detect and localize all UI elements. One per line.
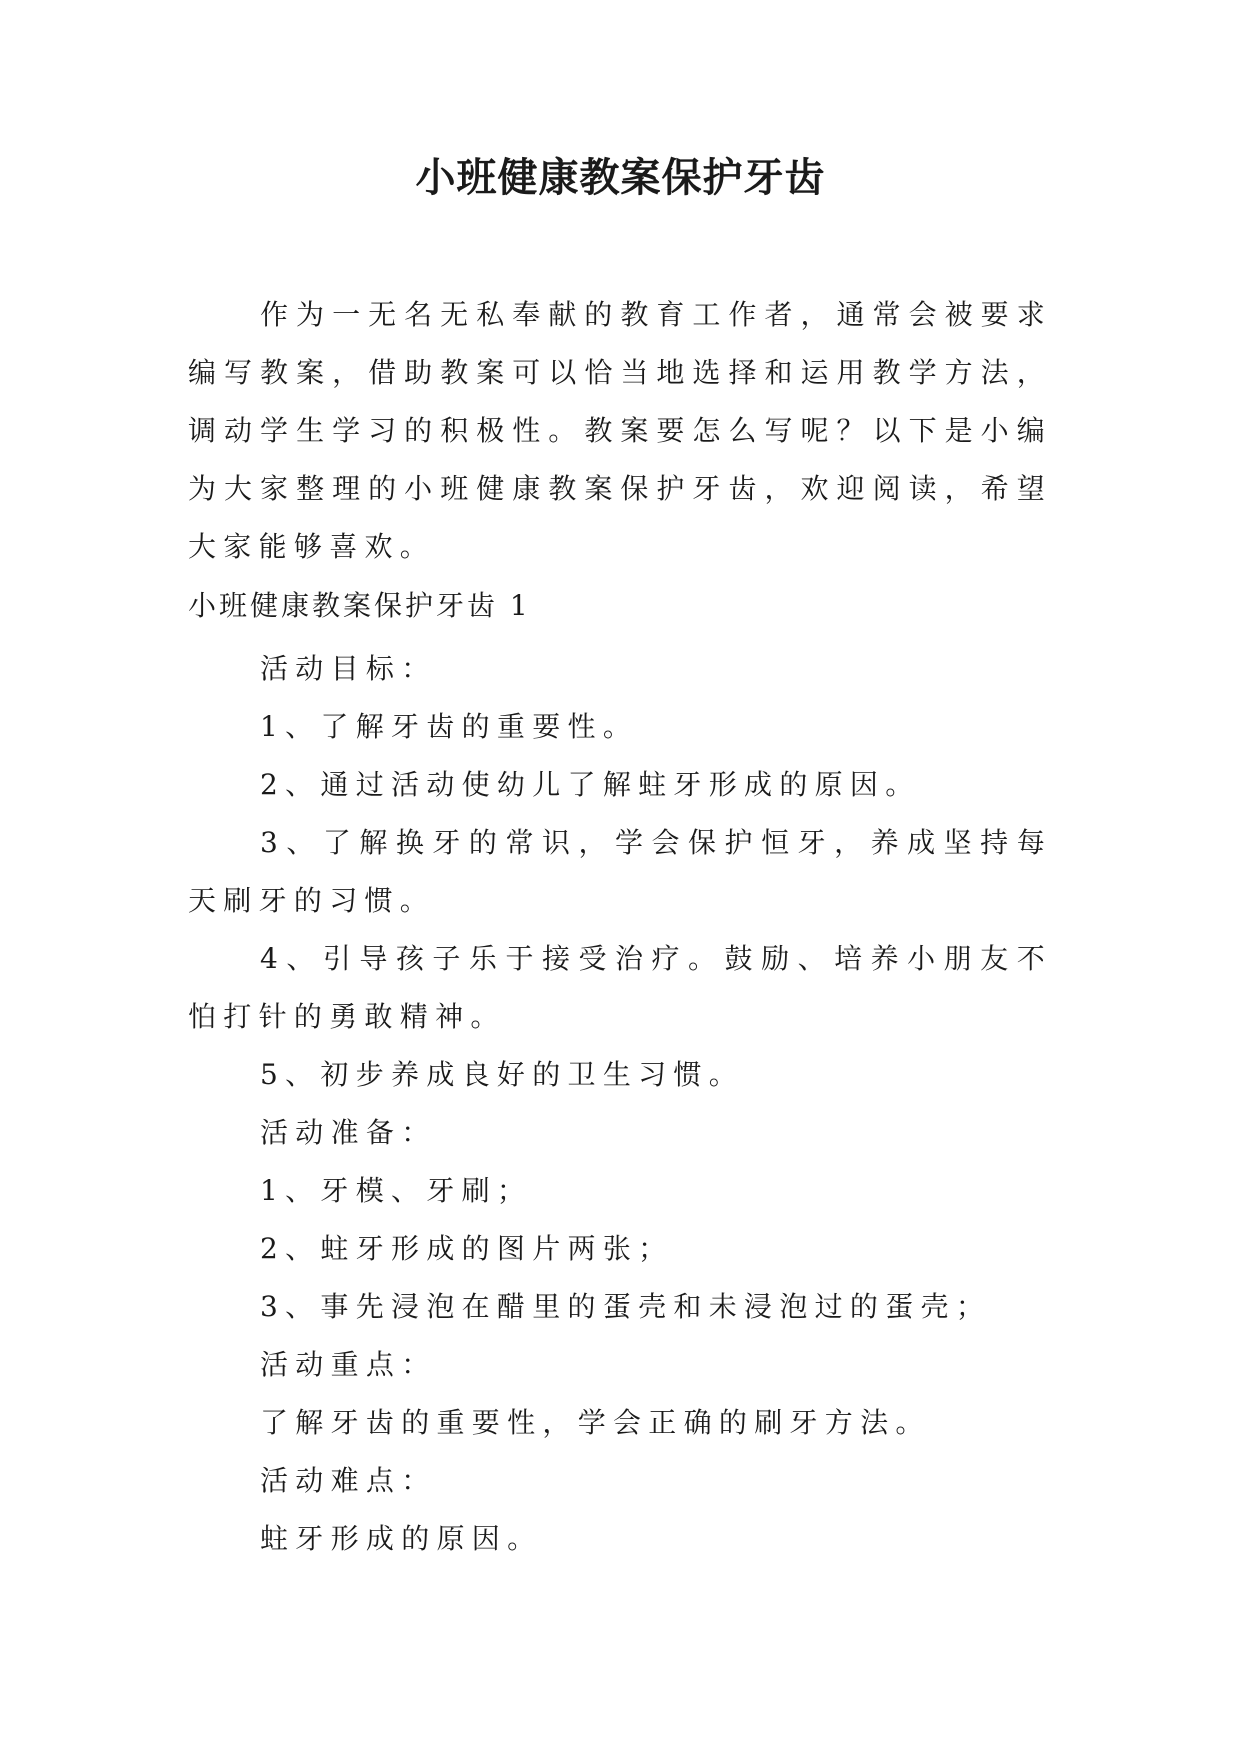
goal-item: 4、引导孩子乐于接受治疗。鼓励、培养小朋友不怕打针的勇敢精神。	[188, 942, 1052, 1033]
section-heading: 小班健康教案保护牙齿 1	[188, 589, 531, 622]
difficulty-text: 蛀牙形成的原因。	[260, 1522, 543, 1555]
preparation-item: 2、蛀牙形成的图片两张；	[260, 1232, 674, 1265]
goal-item: 3、了解换牙的常识，学会保护恒牙，养成坚持每天刷牙的习惯。	[188, 826, 1052, 917]
lesson-body	[188, 640, 1052, 1568]
document-title: 小班健康教案保护牙齿	[415, 154, 826, 201]
goal-item: 1、了解牙齿的重要性。	[260, 710, 639, 743]
heading-activity-focus: 活动重点：	[260, 1348, 437, 1381]
focus-text: 了解牙齿的重要性，学会正确的刷牙方法。	[260, 1406, 931, 1439]
preparation-item: 3、事先浸泡在醋里的蛋壳和未浸泡过的蛋壳；	[260, 1290, 992, 1323]
intro-paragraph: 作为一无名无私奉献的教育工作者，通常会被要求编写教案，借助教案可以恰当地选择和运用教学方法，调动学生学习的积极性。教案要怎么写呢？以下是小编为大家整理的小班健康教案保护牙齿，欢迎阅读，希望大家能够喜欢。	[188, 298, 1052, 563]
heading-activity-preparation: 活动准备：	[260, 1116, 437, 1149]
preparation-item: 1、牙模、牙刷；	[260, 1174, 533, 1207]
goal-item: 2、通过活动使幼儿了解蛀牙形成的原因。	[260, 768, 921, 801]
goal-item: 5、初步养成良好的卫生习惯。	[260, 1058, 745, 1091]
heading-activity-goals: 活动目标：	[260, 652, 437, 685]
heading-activity-difficulty: 活动难点：	[260, 1464, 437, 1497]
